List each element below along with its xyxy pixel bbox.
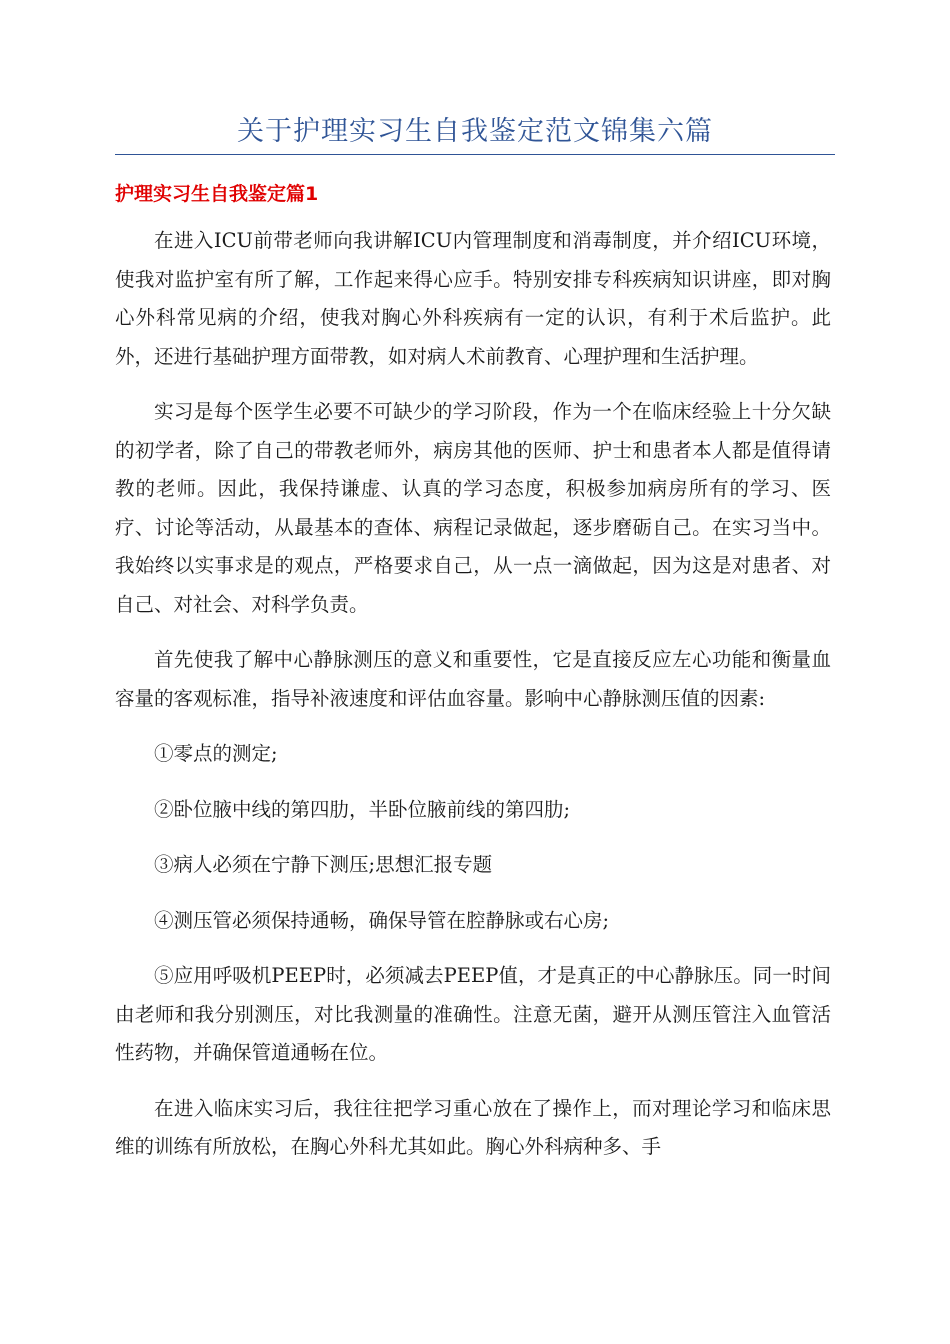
list-item-1: ①零点的测定; — [154, 742, 278, 765]
paragraph-last: 在进入临床实习后，我往往把学习重心放在了操作上，而对理论学习和临床思维的训练有所放松，在胸心外科尤其如此。胸心外科病种多、手 — [115, 1096, 831, 1158]
document-body — [115, 222, 831, 1184]
document-title: 关于护理实习生自我鉴定范文锦集六篇 — [237, 116, 713, 147]
paragraph-1: 在进入ICU前带老师向我讲解ICU内管理制度和消毒制度，并介绍ICU环境，使我对监护室有所了解，工作起来得心应手。特别安排专科疾病知识讲座，即对胸心外科常见病的介绍，使我对胸心外科疾病有一定的认识，有利于术后监护。此外，还进行基础护理方面带教，如对病人术前教育、心理护理和生活护理。 — [115, 229, 831, 368]
list-item-5: ⑤应用呼吸机PEEP时，必须减去PEEP值，才是真正的中心静脉压。同一时间由老师和我分别测压，对比我测量的准确性。注意无菌，避开从测压管注入血管活性药物，并确保管道通畅在位。 — [115, 964, 831, 1064]
list-item-2: ②卧位腋中线的第四肋，半卧位腋前线的第四肋; — [154, 797, 571, 821]
list-item-3: ③病人必须在宁静下测压;思想汇报专题 — [154, 853, 493, 876]
title-underline — [115, 154, 835, 155]
section-heading: 护理实习生自我鉴定篇1 — [115, 183, 319, 205]
paragraph-2: 实习是每个医学生必要不可缺少的学习阶段，作为一个在临床经验上十分欠缺的初学者，除了自己的带教老师外，病房其他的医师、护士和患者本人都是值得请教的老师。因此，我保持谦虚、认真的学习态度，积极参加病房所有的学习、医疗、讨论等活动，从最基本的查体、病程记录做起，逐步磨砺自己。在实习当中。我始终以实事求是的观点，严格要求自己，从一点一滴做起，因为这是对患者、对自己、对社会、对科学负责。 — [115, 400, 831, 616]
paragraph-3: 首先使我了解中心静脉测压的意义和重要性，它是直接反应左心功能和衡量血容量的客观标准，指导补液速度和评估血容量。影响中心静脉测压值的因素: — [115, 648, 831, 710]
list-item-4: ④测压管必须保持通畅，确保导管在腔静脉或右心房; — [154, 908, 610, 932]
